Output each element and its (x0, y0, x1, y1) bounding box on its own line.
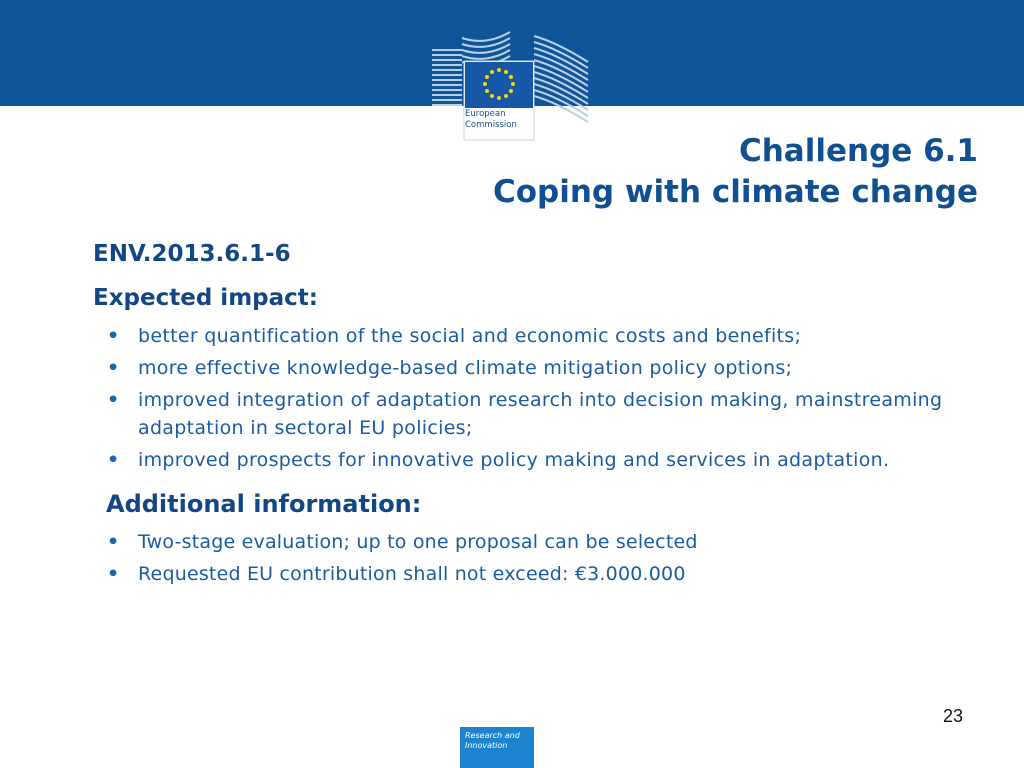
bullet-icon: • (107, 531, 120, 553)
expected-impact-item (93, 446, 953, 474)
bullet-icon: • (107, 449, 120, 471)
bullet-icon: • (107, 563, 120, 585)
expected-impact-text: improved prospects for innovative policy making and services in adaptation. (138, 449, 890, 471)
title-line-1: Challenge 6.1 (738, 133, 978, 169)
badge-line-1: Research and (465, 731, 520, 740)
additional-information-item (93, 560, 953, 588)
expected-impact-item (93, 322, 953, 350)
topic-code: ENV.2013.6.1-6 (93, 241, 291, 267)
additional-information-text: Requested EU contribution shall not exceed: €3.000.000 (138, 563, 686, 585)
expected-impact-heading: Expected impact: (93, 285, 318, 311)
additional-information-list (93, 528, 953, 588)
title-line-2: Coping with climate change (493, 174, 978, 210)
logo-text-european: European (465, 109, 506, 119)
slide-title (493, 131, 978, 213)
additional-information-item (93, 528, 953, 556)
expected-impact-text: better quantification of the social and economic costs and benefits; (138, 325, 802, 347)
expected-impact-item (93, 354, 953, 382)
expected-impact-text: improved integration of adaptation research into decision making, mainstreaming adaptation in sectoral EU policies; (138, 389, 943, 439)
logo-label (465, 109, 533, 131)
expected-impact-item (93, 386, 953, 442)
logo-text-commission: Commission (465, 120, 517, 130)
expected-impact-list (93, 322, 953, 474)
additional-information-text: Two-stage evaluation; up to one proposal can be selected (138, 531, 698, 553)
bullet-icon: • (107, 357, 120, 379)
badge-line-2: Innovation (465, 741, 508, 750)
expected-impact-text: more effective knowledge-based climate mitigation policy options; (138, 357, 793, 379)
additional-information-heading: Additional information: (106, 490, 422, 518)
page-number: 23 (943, 706, 964, 726)
bullet-icon: • (107, 325, 120, 347)
bullet-icon: • (107, 389, 120, 411)
slide-content (93, 232, 953, 592)
research-and-innovation-badge (460, 727, 534, 768)
